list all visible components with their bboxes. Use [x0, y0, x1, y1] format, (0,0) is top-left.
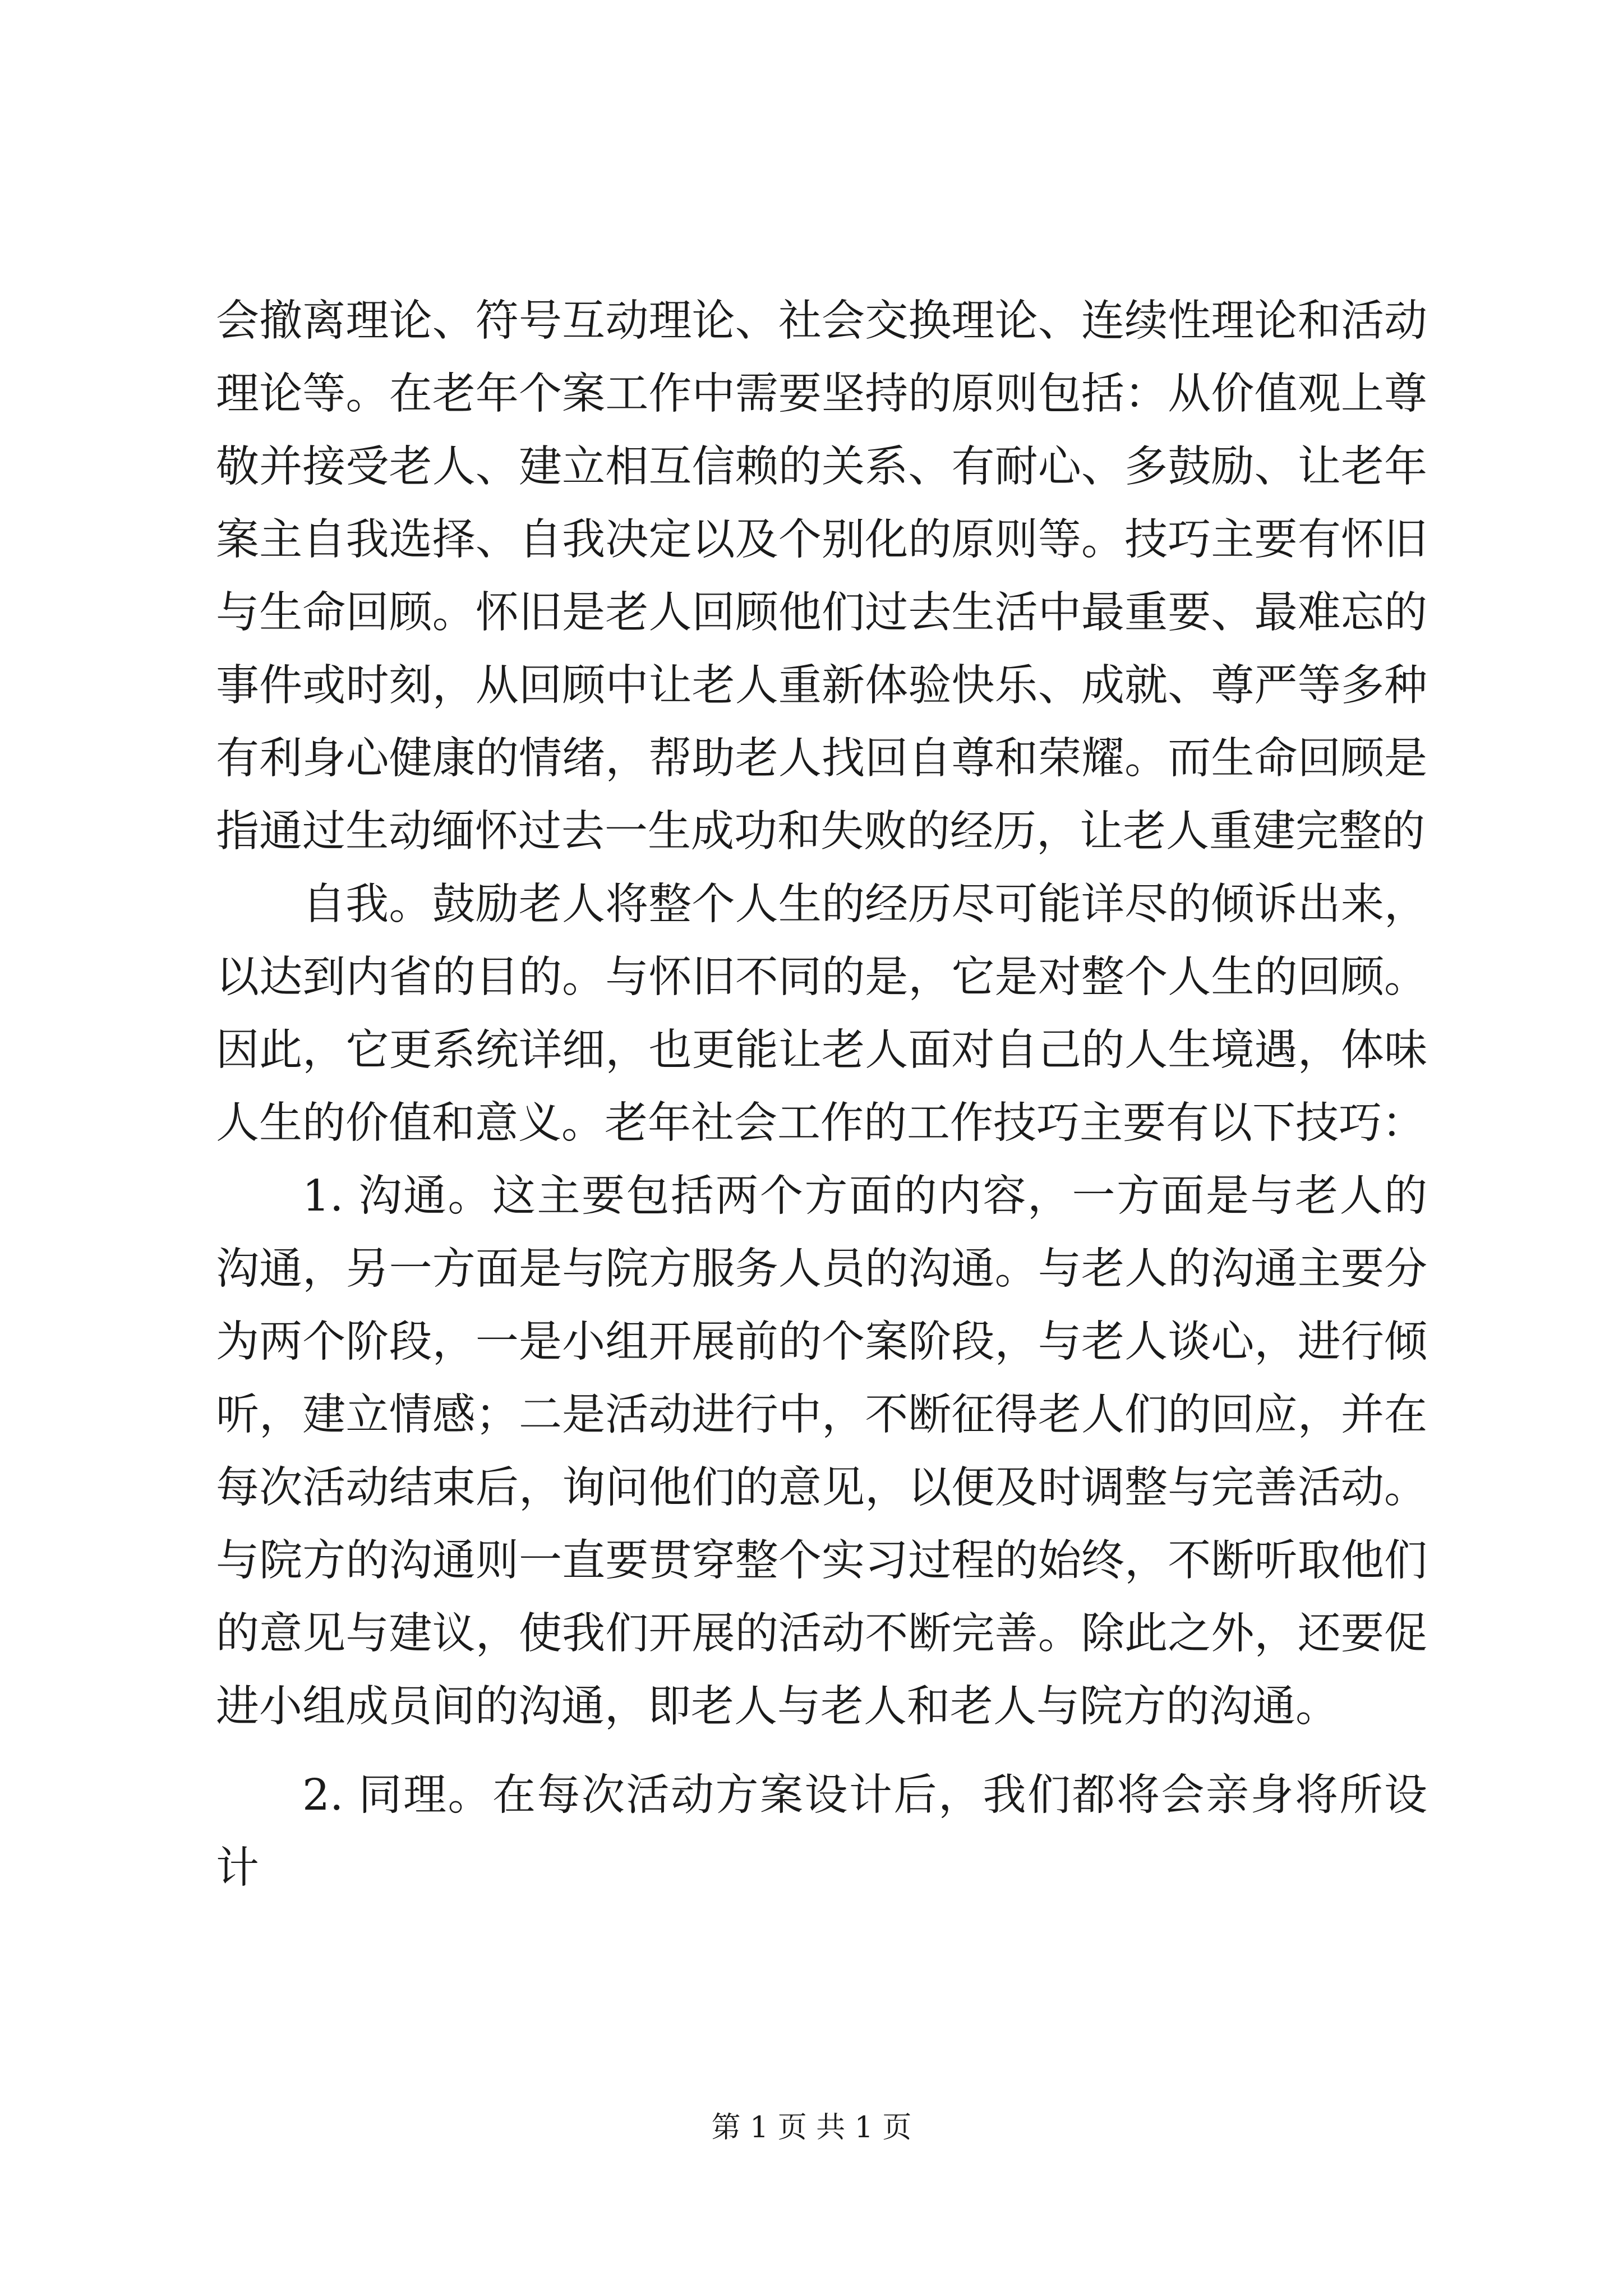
page-footer: 第 1 页 共 1 页 [711, 2111, 912, 2145]
paragraph-1: 会撤离理论、符号互动理论、社会交换理论、连续性理论和活动理论等。在老年个案工作中需要坚持的原则包括：从价值观上尊敬并接受老人、建立相互信赖的关系、有耐心、多鼓励、让老年案主自我选择、自我决定以及个别化的原则等。技巧主要有怀旧与生命回顾。怀旧是老人回顾他们过去生活中最重要、最难忘的事件或时刻，从回顾中让老人重新体验快乐、成就、尊严等多种有利身心健康的情绪，帮助老人找回自尊和荣耀。而生命回顾是指通过生动缅怀过去一生成功和失败的经历，让老人重建完整的 [216, 296, 1427, 857]
document-body [216, 285, 1427, 1905]
paragraph-4: 2. 同理。在每次活动方案设计后，我们都将会亲身将所设计 [216, 1770, 1427, 1893]
paragraph-3: 1. 沟通。这主要包括两个方面的内容，一方面是与老人的沟通，另一方面是与院方服务人员的沟通。与老人的沟通主要分为两个阶段，一是小组开展前的个案阶段，与老人谈心，进行倾听，建立情感；二是活动进行中，不断征得老人们的回应，并在每次活动结束后，询问他们的意见，以便及时调整与完善活动。与院方的沟通则一直要贯穿整个实习过程的始终，不断听取他们的意见与建议，使我们开展的活动不断完善。除此之外，还要促进小组成员间的沟通，即老人与老人和老人与院方的沟通。 [216, 1171, 1427, 1732]
paragraph-2: 自我。鼓励老人将整个人生的经历尽可能详尽的倾诉出来，以达到内省的目的。与怀旧不同的是，它是对整个人生的回顾。因此，它更系统详细，也更能让老人面对自己的人生境遇，体味人生的价值和意义。老年社会工作的工作技巧主要有以下技巧： [216, 880, 1427, 1148]
